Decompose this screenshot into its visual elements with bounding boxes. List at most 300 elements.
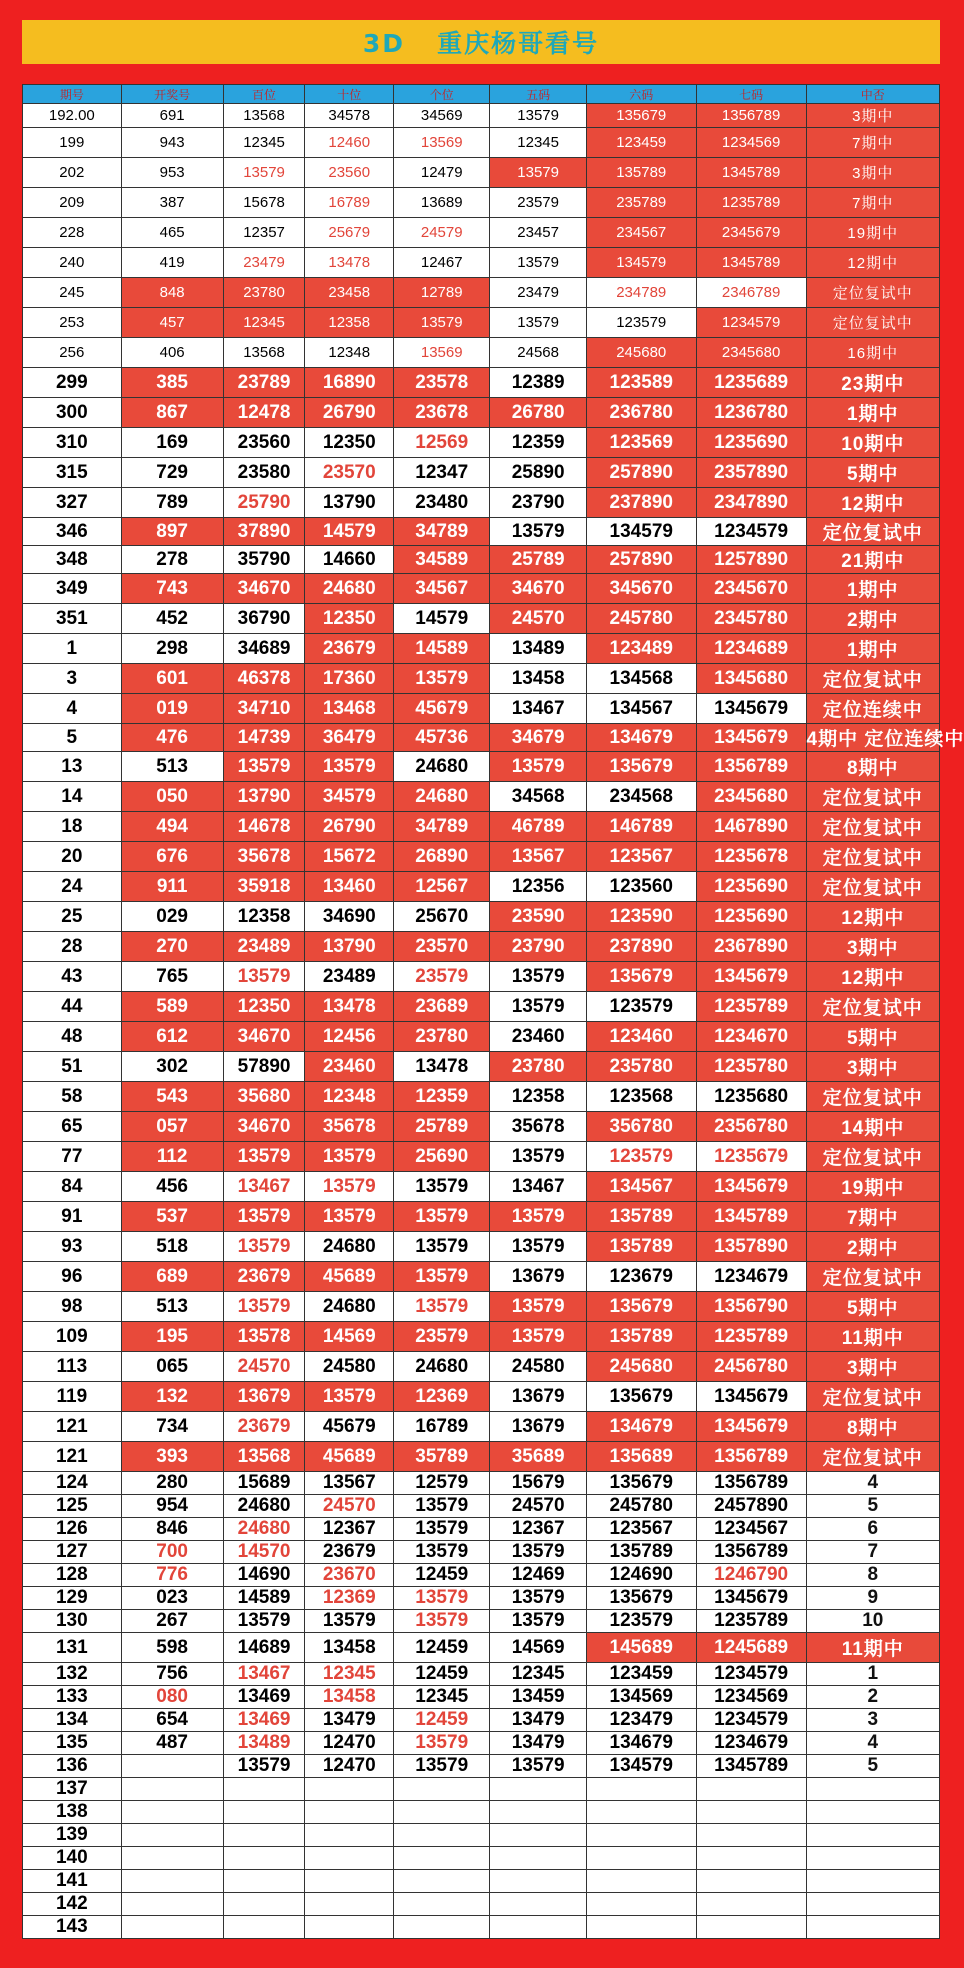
cell-six-code: 123579 <box>586 1610 696 1633</box>
cell-draw-number: 465 <box>121 218 223 248</box>
cell-draw-number: 019 <box>121 694 223 724</box>
cell-hundreds: 14690 <box>223 1564 305 1587</box>
cell-five-code <box>490 1916 586 1939</box>
cell-six-code: 134679 <box>586 724 696 752</box>
cell-result: 5期中 <box>806 458 939 488</box>
cell-issue: 351 <box>23 604 122 634</box>
table-row <box>23 1633 940 1663</box>
cell-six-code: 135679 <box>586 962 696 992</box>
cell-five-code: 13467 <box>490 694 586 724</box>
cell-hundreds: 13579 <box>223 1292 305 1322</box>
cell-draw-number: 387 <box>121 188 223 218</box>
cell-units: 23678 <box>394 398 490 428</box>
cell-units: 12459 <box>394 1663 490 1686</box>
cell-hundreds: 23780 <box>223 278 305 308</box>
table-row <box>23 488 940 518</box>
cell-seven-code: 2356780 <box>696 1112 806 1142</box>
cell-six-code: 145689 <box>586 1633 696 1663</box>
cell-draw-number: 457 <box>121 308 223 338</box>
table-row <box>23 1755 940 1778</box>
table-row <box>23 1172 940 1202</box>
cell-five-code: 23579 <box>490 188 586 218</box>
cell-five-code <box>490 1778 586 1801</box>
cell-draw-number <box>121 1801 223 1824</box>
cell-issue: 349 <box>23 574 122 604</box>
cell-draw-number: 267 <box>121 1610 223 1633</box>
cell-draw-number <box>121 1893 223 1916</box>
cell-issue: 98 <box>23 1292 122 1322</box>
cell-six-code: 123579 <box>586 992 696 1022</box>
cell-five-code: 25789 <box>490 546 586 574</box>
cell-six-code: 245780 <box>586 604 696 634</box>
cell-tens: 23679 <box>305 1541 394 1564</box>
cell-units: 34789 <box>394 518 490 546</box>
cell-hundreds: 13578 <box>223 1322 305 1352</box>
cell-draw-number: 743 <box>121 574 223 604</box>
table-row <box>23 1541 940 1564</box>
cell-draw-number: 867 <box>121 398 223 428</box>
cell-seven-code: 1234579 <box>696 1663 806 1686</box>
cell-tens: 14569 <box>305 1322 394 1352</box>
cell-units: 24680 <box>394 782 490 812</box>
cell-draw-number: 518 <box>121 1232 223 1262</box>
cell-hundreds: 57890 <box>223 1052 305 1082</box>
cell-five-code: 13579 <box>490 1142 586 1172</box>
table-row <box>23 1202 940 1232</box>
table-row <box>23 518 940 546</box>
table-row <box>23 1610 940 1633</box>
cell-result: 定位复试中 <box>806 842 939 872</box>
cell-units: 26890 <box>394 842 490 872</box>
cell-six-code: 123479 <box>586 1709 696 1732</box>
cell-draw-number <box>121 1824 223 1847</box>
cell-five-code: 26780 <box>490 398 586 428</box>
cell-five-code: 13579 <box>490 518 586 546</box>
cell-six-code: 135789 <box>586 158 696 188</box>
table-row <box>23 1382 940 1412</box>
cell-units: 12459 <box>394 1564 490 1587</box>
cell-units: 13579 <box>394 1172 490 1202</box>
table-row <box>23 604 940 634</box>
cell-tens: 13579 <box>305 1610 394 1633</box>
cell-tens: 16789 <box>305 188 394 218</box>
cell-result: 3期中 <box>806 932 939 962</box>
table-row <box>23 1587 940 1610</box>
cell-units: 13579 <box>394 1732 490 1755</box>
cell-six-code: 134679 <box>586 1412 696 1442</box>
cell-tens: 13458 <box>305 1686 394 1709</box>
cell-draw-number: 270 <box>121 932 223 962</box>
cell-hundreds: 14589 <box>223 1587 305 1610</box>
cell-seven-code: 1235690 <box>696 872 806 902</box>
cell-hundreds: 36790 <box>223 604 305 634</box>
cell-issue: 43 <box>23 962 122 992</box>
cell-seven-code: 2345680 <box>696 782 806 812</box>
cell-tens: 13790 <box>305 932 394 962</box>
cell-seven-code: 1235689 <box>696 368 806 398</box>
cell-units: 12459 <box>394 1709 490 1732</box>
cell-units: 25670 <box>394 902 490 932</box>
cell-hundreds: 13568 <box>223 338 305 368</box>
cell-result: 6 <box>806 1518 939 1541</box>
cell-draw-number: 954 <box>121 1495 223 1518</box>
cell-hundreds: 13467 <box>223 1663 305 1686</box>
table-row <box>23 1495 940 1518</box>
cell-units: 13579 <box>394 308 490 338</box>
cell-units: 13579 <box>394 1232 490 1262</box>
cell-six-code: 124690 <box>586 1564 696 1587</box>
cell-draw-number: 543 <box>121 1082 223 1112</box>
cell-units <box>394 1847 490 1870</box>
table-row <box>23 1112 940 1142</box>
cell-seven-code: 1235690 <box>696 428 806 458</box>
table-row <box>23 1847 940 1870</box>
cell-units: 13478 <box>394 1052 490 1082</box>
cell-tens: 13579 <box>305 1382 394 1412</box>
cell-hundreds: 14739 <box>223 724 305 752</box>
cell-five-code: 23790 <box>490 488 586 518</box>
table-header-row <box>23 85 940 104</box>
table-row <box>23 1663 940 1686</box>
cell-units: 25690 <box>394 1142 490 1172</box>
table-row <box>23 992 940 1022</box>
cell-hundreds: 13579 <box>223 158 305 188</box>
cell-five-code: 13579 <box>490 1232 586 1262</box>
cell-result: 定位复试中 <box>806 1142 939 1172</box>
cell-seven-code: 1235789 <box>696 992 806 1022</box>
cell-seven-code <box>696 1893 806 1916</box>
cell-units: 34569 <box>394 104 490 128</box>
cell-issue: 119 <box>23 1382 122 1412</box>
cell-tens: 13460 <box>305 872 394 902</box>
cell-five-code: 24568 <box>490 338 586 368</box>
cell-seven-code: 1345680 <box>696 664 806 694</box>
cell-units: 13579 <box>394 1610 490 1633</box>
cell-five-code: 13579 <box>490 992 586 1022</box>
cell-six-code: 245780 <box>586 1495 696 1518</box>
cell-draw-number: 050 <box>121 782 223 812</box>
cell-seven-code: 1345679 <box>696 1172 806 1202</box>
cell-six-code: 135679 <box>586 752 696 782</box>
cell-units: 13579 <box>394 1518 490 1541</box>
cell-issue: 133 <box>23 1686 122 1709</box>
cell-six-code: 234567 <box>586 218 696 248</box>
cell-six-code: 135789 <box>586 1202 696 1232</box>
cell-five-code: 13579 <box>490 1202 586 1232</box>
cell-issue: 51 <box>23 1052 122 1082</box>
cell-issue: 3 <box>23 664 122 694</box>
table-row <box>23 574 940 604</box>
cell-units: 34789 <box>394 812 490 842</box>
cell-seven-code: 2345679 <box>696 218 806 248</box>
cell-tens: 12470 <box>305 1755 394 1778</box>
cell-five-code: 13579 <box>490 1610 586 1633</box>
cell-issue: 139 <box>23 1824 122 1847</box>
cell-five-code: 13579 <box>490 962 586 992</box>
cell-units: 12467 <box>394 248 490 278</box>
cell-seven-code <box>696 1847 806 1870</box>
cell-six-code: 257890 <box>586 546 696 574</box>
cell-seven-code: 2367890 <box>696 932 806 962</box>
cell-result: 7期中 <box>806 188 939 218</box>
cell-issue: 143 <box>23 1916 122 1939</box>
table-row <box>23 104 940 128</box>
cell-tens: 35678 <box>305 1112 394 1142</box>
cell-five-code: 34670 <box>490 574 586 604</box>
cell-seven-code: 2357890 <box>696 458 806 488</box>
cell-units: 12579 <box>394 1472 490 1495</box>
cell-issue: 209 <box>23 188 122 218</box>
cell-tens: 13478 <box>305 248 394 278</box>
cell-hundreds: 13489 <box>223 1732 305 1755</box>
header-seven-code: 七码 <box>696 85 806 104</box>
cell-units: 12345 <box>394 1686 490 1709</box>
cell-hundreds: 14689 <box>223 1633 305 1663</box>
cell-six-code: 123460 <box>586 1022 696 1052</box>
cell-five-code: 13679 <box>490 1412 586 1442</box>
cell-five-code: 13567 <box>490 842 586 872</box>
cell-issue: 240 <box>23 248 122 278</box>
cell-hundreds <box>223 1778 305 1801</box>
cell-draw-number: 911 <box>121 872 223 902</box>
cell-issue: 346 <box>23 518 122 546</box>
cell-five-code: 12367 <box>490 1518 586 1541</box>
cell-six-code: 134567 <box>586 694 696 724</box>
cell-six-code: 123489 <box>586 634 696 664</box>
cell-issue: 327 <box>23 488 122 518</box>
cell-five-code: 13579 <box>490 1587 586 1610</box>
cell-draw-number: 689 <box>121 1262 223 1292</box>
cell-draw-number: 513 <box>121 1292 223 1322</box>
cell-result: 12期中 <box>806 248 939 278</box>
cell-draw-number: 023 <box>121 1587 223 1610</box>
cell-seven-code: 1234579 <box>696 518 806 546</box>
cell-issue: 25 <box>23 902 122 932</box>
cell-six-code: 235789 <box>586 188 696 218</box>
cell-draw-number: 278 <box>121 546 223 574</box>
cell-seven-code: 2345780 <box>696 604 806 634</box>
table-row <box>23 1518 940 1541</box>
cell-six-code: 123579 <box>586 1142 696 1172</box>
cell-result: 19期中 <box>806 1172 939 1202</box>
cell-hundreds: 24680 <box>223 1495 305 1518</box>
cell-five-code: 13579 <box>490 158 586 188</box>
cell-draw-number: 169 <box>121 428 223 458</box>
cell-issue: 137 <box>23 1778 122 1801</box>
cell-result: 5 <box>806 1495 939 1518</box>
cell-five-code: 13479 <box>490 1732 586 1755</box>
cell-tens: 26790 <box>305 812 394 842</box>
table-row <box>23 1322 940 1352</box>
cell-result: 10 <box>806 1610 939 1633</box>
cell-tens: 15672 <box>305 842 394 872</box>
cell-draw-number: 776 <box>121 1564 223 1587</box>
cell-result: 8期中 <box>806 1412 939 1442</box>
cell-result: 12期中 <box>806 902 939 932</box>
cell-tens: 12369 <box>305 1587 394 1610</box>
cell-issue: 127 <box>23 1541 122 1564</box>
cell-seven-code: 2456780 <box>696 1352 806 1382</box>
cell-hundreds: 23789 <box>223 368 305 398</box>
cell-hundreds: 13579 <box>223 1610 305 1633</box>
cell-result: 定位复试中 <box>806 812 939 842</box>
cell-issue: 18 <box>23 812 122 842</box>
table-row <box>23 1893 940 1916</box>
cell-six-code: 135789 <box>586 1322 696 1352</box>
cell-result: 定位复试中 <box>806 518 939 546</box>
header-issue: 期号 <box>23 85 122 104</box>
cell-units: 13579 <box>394 664 490 694</box>
cell-five-code: 14569 <box>490 1633 586 1663</box>
cell-tens: 12456 <box>305 1022 394 1052</box>
cell-hundreds: 24680 <box>223 1518 305 1541</box>
cell-units: 12459 <box>394 1633 490 1663</box>
cell-issue: 245 <box>23 278 122 308</box>
cell-hundreds: 23489 <box>223 932 305 962</box>
cell-issue: 77 <box>23 1142 122 1172</box>
cell-five-code: 13579 <box>490 1541 586 1564</box>
cell-issue: 1 <box>23 634 122 664</box>
cell-issue: 14 <box>23 782 122 812</box>
cell-five-code: 35678 <box>490 1112 586 1142</box>
cell-issue: 141 <box>23 1870 122 1893</box>
cell-tens: 13790 <box>305 488 394 518</box>
cell-result: 3 <box>806 1709 939 1732</box>
table-row <box>23 218 940 248</box>
cell-six-code: 135679 <box>586 104 696 128</box>
cell-tens: 24680 <box>305 1232 394 1262</box>
cell-five-code: 24570 <box>490 1495 586 1518</box>
cell-issue: 65 <box>23 1112 122 1142</box>
cell-tens: 13468 <box>305 694 394 724</box>
cell-issue: 253 <box>23 308 122 338</box>
cell-seven-code <box>696 1778 806 1801</box>
cell-five-code: 12389 <box>490 368 586 398</box>
table-row <box>23 1709 940 1732</box>
cell-six-code: 234568 <box>586 782 696 812</box>
cell-units: 12479 <box>394 158 490 188</box>
cell-five-code: 15679 <box>490 1472 586 1495</box>
cell-draw-number: 195 <box>121 1322 223 1352</box>
cell-tens: 24570 <box>305 1495 394 1518</box>
cell-tens <box>305 1870 394 1893</box>
cell-seven-code: 1235789 <box>696 1322 806 1352</box>
cell-result: 定位连续中 <box>806 694 939 724</box>
cell-hundreds: 13679 <box>223 1382 305 1412</box>
cell-five-code: 24570 <box>490 604 586 634</box>
table-row <box>23 1824 940 1847</box>
cell-seven-code: 1345679 <box>696 694 806 724</box>
table-row <box>23 1022 940 1052</box>
cell-tens <box>305 1847 394 1870</box>
cell-result: 9 <box>806 1587 939 1610</box>
table-row <box>23 546 940 574</box>
cell-five-code: 34679 <box>490 724 586 752</box>
table-body <box>23 104 964 1939</box>
cell-five-code: 13579 <box>490 248 586 278</box>
cell-draw-number: 080 <box>121 1686 223 1709</box>
cell-draw-number: 112 <box>121 1142 223 1172</box>
cell-seven-code: 1235690 <box>696 902 806 932</box>
cell-tens: 13579 <box>305 1202 394 1232</box>
cell-seven-code: 1234569 <box>696 1686 806 1709</box>
cell-result: 11期中 <box>806 1633 939 1663</box>
cell-hundreds: 12350 <box>223 992 305 1022</box>
cell-issue: 58 <box>23 1082 122 1112</box>
cell-seven-code: 1345679 <box>696 1382 806 1412</box>
cell-draw-number: 654 <box>121 1709 223 1732</box>
cell-hundreds: 12357 <box>223 218 305 248</box>
cell-draw-number: 598 <box>121 1633 223 1663</box>
table-row <box>23 1732 940 1755</box>
cell-hundreds: 34670 <box>223 574 305 604</box>
cell-tens: 13567 <box>305 1472 394 1495</box>
cell-five-code: 23590 <box>490 902 586 932</box>
cell-result: 定位复试中 <box>806 1442 939 1472</box>
cell-six-code <box>586 1916 696 1939</box>
cell-units: 34589 <box>394 546 490 574</box>
cell-draw-number <box>121 1755 223 1778</box>
cell-units: 13579 <box>394 1262 490 1292</box>
cell-draw-number: 487 <box>121 1732 223 1755</box>
table-row <box>23 752 940 782</box>
cell-tens: 23458 <box>305 278 394 308</box>
header-tens: 十位 <box>305 85 394 104</box>
cell-result: 5期中 <box>806 1022 939 1052</box>
cell-units: 23570 <box>394 932 490 962</box>
table-row <box>23 158 940 188</box>
cell-hundreds: 13469 <box>223 1709 305 1732</box>
cell-five-code: 12358 <box>490 1082 586 1112</box>
cell-tens: 12460 <box>305 128 394 158</box>
cell-hundreds: 13579 <box>223 962 305 992</box>
cell-seven-code: 1234679 <box>696 1262 806 1292</box>
cell-units: 13579 <box>394 1292 490 1322</box>
cell-units: 13569 <box>394 128 490 158</box>
table-row <box>23 398 940 428</box>
cell-hundreds: 13568 <box>223 1442 305 1472</box>
cell-five-code: 25890 <box>490 458 586 488</box>
cell-seven-code: 1235780 <box>696 1052 806 1082</box>
cell-five-code: 12359 <box>490 428 586 458</box>
table-row <box>23 428 940 458</box>
cell-result: 3期中 <box>806 1052 939 1082</box>
cell-result: 2期中 <box>806 604 939 634</box>
cell-tens: 45689 <box>305 1262 394 1292</box>
cell-five-code: 13579 <box>490 104 586 128</box>
cell-five-code: 13579 <box>490 752 586 782</box>
page-title: 3D 重庆杨哥看号 <box>362 29 600 58</box>
table-row <box>23 1686 940 1709</box>
cell-six-code <box>586 1778 696 1801</box>
cell-draw-number: 612 <box>121 1022 223 1052</box>
header-hundreds: 百位 <box>223 85 305 104</box>
cell-issue: 28 <box>23 932 122 962</box>
cell-draw-number: 419 <box>121 248 223 278</box>
cell-issue: 13 <box>23 752 122 782</box>
cell-five-code: 12345 <box>490 128 586 158</box>
cell-tens: 34579 <box>305 782 394 812</box>
cell-six-code: 135679 <box>586 1472 696 1495</box>
cell-tens <box>305 1778 394 1801</box>
table-row <box>23 188 940 218</box>
cell-issue: 91 <box>23 1202 122 1232</box>
lottery-table <box>22 84 964 1939</box>
cell-result: 19期中 <box>806 218 939 248</box>
cell-five-code: 23457 <box>490 218 586 248</box>
cell-issue: 128 <box>23 1564 122 1587</box>
cell-draw-number <box>121 1847 223 1870</box>
